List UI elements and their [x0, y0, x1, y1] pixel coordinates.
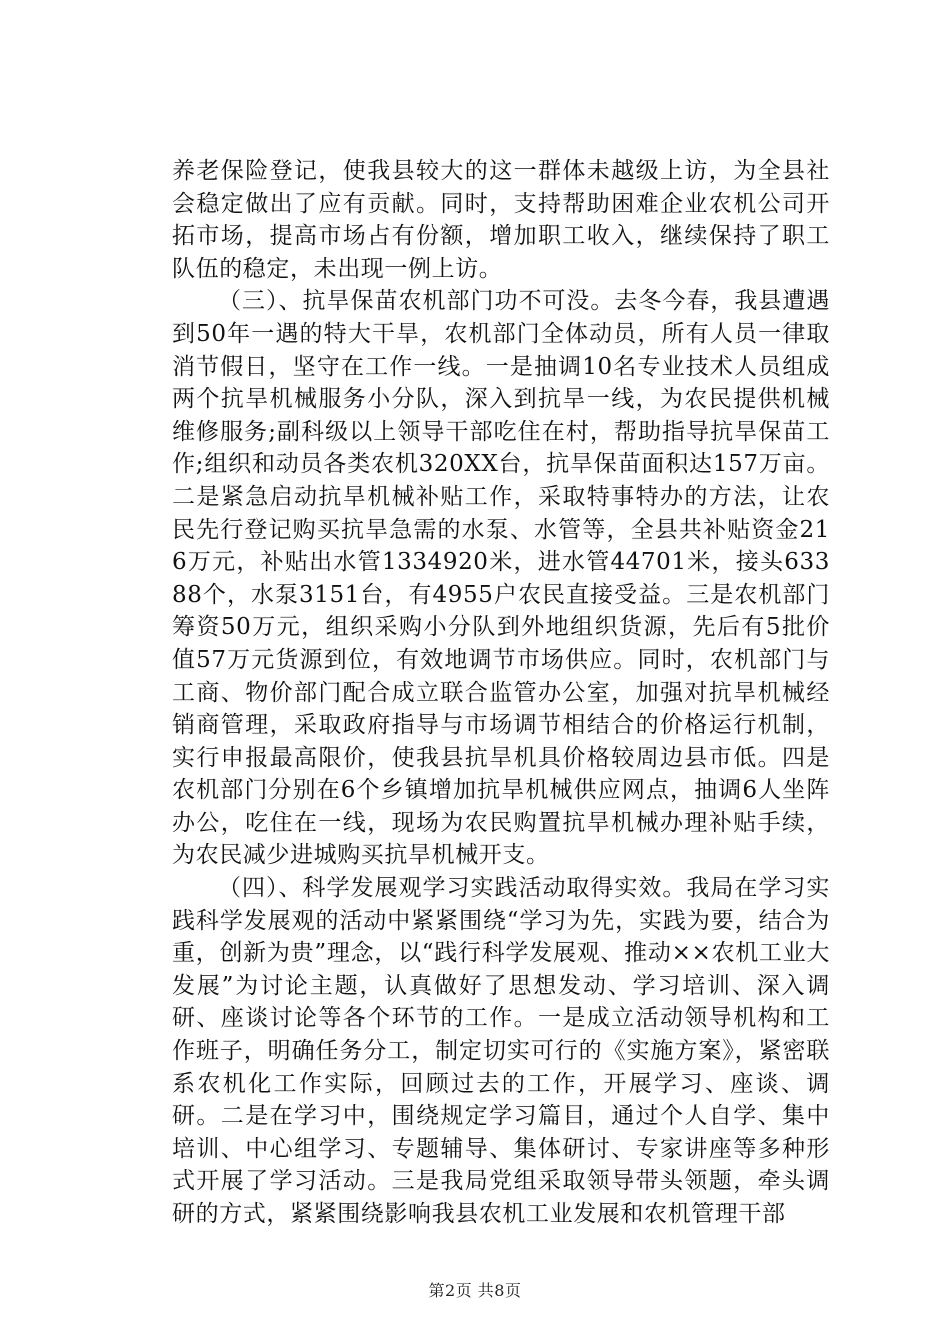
paragraph-section-four: （四）、科学发展观学习实践活动取得实效。我局在学习实践科学发展观的活动中紧紧围绕“学习为先，实践为要，结合为重，创新为贵”理念，以“践行科学发展观、推动××农机工业大发展”为讨论主题，认真做好了思想发动、学习培训、深入调研、座谈讨论等各个环节的工作。一是成立活动领导机构和工作班子，明确任务分工，制定切实可行的《实施方案》，紧密联系农机化工作实际，回顾过去的工作，开展学习、座谈、调研。二是在学习中，围绕规定学习篇目，通过个人自学、集中培训、中心组学习、专题辅导、集体研讨、专家讲座等多种形式开展了学习活动。三是我局党组采取领导带头领题，牵头调研的方式，紧紧围绕影响我县农机工业发展和农机管理干部 — [172, 875, 830, 1227]
page-number-footer: 第2页 共8页 — [428, 1281, 522, 1300]
document-body — [172, 155, 830, 1231]
paragraph-section-three: （三）、抗旱保苗农机部门功不可没。去冬今春，我县遭遇到50年一遇的特大干旱，农机部门全体动员，所有人员一律取消节假日，坚守在工作一线。一是抽调10名专业技术人员组成两个抗旱机械服务小分队，深入到抗旱一线，为农民提供机械维修服务;副科级以上领导干部吃住在村，帮助指导抗旱保苗工作;组织和动员各类农机320XX台，抗旱保苗面积达157万亩。二是紧急启动抗旱机械补贴工作，采取特事特办的方法，让农民先行登记购买抗旱急需的水泵、水管等，全县共补贴资金216万元，补贴出水管1334920米，进水管44701米，接头63388个，水泵3151台，有4955户农民直接受益。三是农机部门筹资50万元，组织采购小分队到外地组织货源，先后有5批价值57万元货源到位，有效地调节市场供应。同时，农机部门与工商、物价部门配合成立联合监管办公室，加强对抗旱机械经销商管理，采取政府指导与市场调节相结合的价格运行机制，实行申报最高限价，使我县抗旱机具价格较周边县市低。四是农机部门分别在6个乡镇增加抗旱机械供应网点，抽调6人坐阵办公，吃住在一线，现场为农民购置抗旱机械办理补贴手续，为农民减少进城购买抗旱机械开支。 — [172, 288, 830, 869]
paragraph-continuation: 养老保险登记，使我县较大的这一群体未越级上访，为全县社会稳定做出了应有贡献。同时，支持帮助困难企业农机公司开拓市场，提高市场占有份额，增加职工收入，继续保持了职工队伍的稳定，未出现一例上访。 — [172, 158, 830, 282]
